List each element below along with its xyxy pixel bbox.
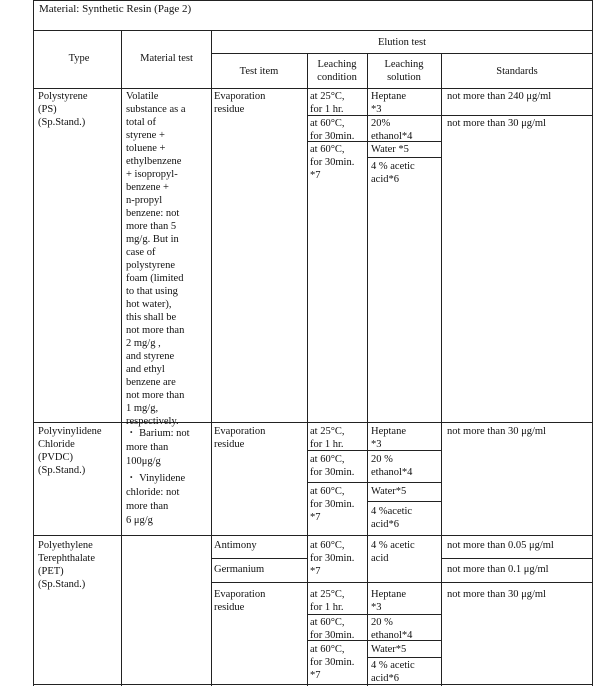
pet-type: Polyethylene Terephthalate (PET) (Sp.Stand.) xyxy=(38,540,95,590)
title-divider xyxy=(33,30,593,31)
ps-solution-4: 4 % acetic acid*6 xyxy=(371,161,415,185)
table-border-right xyxy=(592,0,593,686)
pet-standard-germanium: not more than 0.1 μg/ml xyxy=(447,564,549,575)
pet-standard-antimony: not more than 0.05 μg/ml xyxy=(447,540,554,551)
header-bottom-divider xyxy=(33,88,593,89)
pvdc-pet-divider xyxy=(33,535,593,536)
pet-solution-3: Water*5 xyxy=(371,644,407,655)
pet-germanium-divider xyxy=(211,582,593,583)
ps-condition-2: at 60°C, for 30min. xyxy=(310,118,355,142)
pet-solution-4: 4 % acetic acid*6 xyxy=(371,660,415,684)
pet-evap-divider-1 xyxy=(307,614,441,615)
ps-solution-3: Water *5 xyxy=(371,144,409,155)
pvdc-solution-2: 20 % ethanol*4 xyxy=(371,454,413,478)
ps-cond-divider-1 xyxy=(307,115,593,116)
pet-test-item-evaporation: Evaporation residue xyxy=(214,589,266,613)
header-material-test: Material test xyxy=(140,53,193,64)
ps-sol-divider-3 xyxy=(367,157,441,158)
pvdc-cond-divider-2 xyxy=(307,482,441,483)
pvdc-standard-1: not more than 30 μg/ml xyxy=(447,426,546,437)
col-divider-solution xyxy=(441,53,442,686)
table-border-bottom xyxy=(33,684,593,685)
header-type: Type xyxy=(68,53,90,64)
ps-condition-3: at 60°C, for 30min. *7 xyxy=(310,144,355,181)
col-divider-material xyxy=(211,30,212,686)
ps-solution-1: Heptane *3 xyxy=(371,91,406,115)
pvdc-condition-1: at 25°C, for 1 hr. xyxy=(310,426,345,450)
table-border-top xyxy=(33,0,593,1)
pet-test-item-germanium: Germanium xyxy=(214,564,265,575)
pet-sol-divider-3 xyxy=(367,657,441,658)
synthetic-resin-table xyxy=(33,0,593,686)
pet-solution-1: Heptane *3 xyxy=(371,589,406,613)
page-title: Material: Synthetic Resin (Page 2) xyxy=(39,3,192,15)
table-border-left xyxy=(33,0,34,686)
pet-standard-evaporation: not more than 30 μg/ml xyxy=(447,589,546,600)
pvdc-material-test-vinylidene: ・ Vinylidene chloride: not more than 6 μg/g xyxy=(126,473,186,526)
pet-condition-1: at 25°C, for 1 hr. xyxy=(310,589,345,613)
pvdc-solution-4: 4 %acetic acid*6 xyxy=(371,506,413,530)
pvdc-test-item: Evaporation residue xyxy=(214,426,266,450)
header-elution-test: Elution test xyxy=(377,37,427,48)
header-leaching-condition: Leaching condition xyxy=(317,59,357,83)
ps-pvdc-divider xyxy=(33,422,593,423)
header-test-item: Test item xyxy=(239,66,279,77)
ps-solution-2: 20% ethanol*4 xyxy=(371,118,413,142)
ps-test-item: Evaporation residue xyxy=(214,91,266,115)
pvdc-solution-1: Heptane *3 xyxy=(371,426,406,450)
pet-solution-2: 20 % ethanol*4 xyxy=(371,617,413,641)
ps-standard-2: not more than 30 μg/ml xyxy=(447,118,546,129)
col-divider-type xyxy=(121,30,122,686)
pvdc-condition-2: at 60°C, for 30min. xyxy=(310,454,355,478)
pvdc-type: Polyvinylidene Chloride (PVDC) (Sp.Stand.) xyxy=(38,426,102,476)
col-divider-condition xyxy=(367,53,368,686)
ps-material-test: Volatile substance as a total of styrene + toluene + ethylbenzene + isopropyl- benzene + n-propyl benzene: not more than 5 mg/g. But in case of polystyrene foam (limited to that using hot water), this shall be not more than 2 mg/g , and styrene and ethyl benzene are not more than 1 mg/g, respectively. xyxy=(126,91,186,427)
elution-header-divider xyxy=(211,53,593,54)
ps-standard-1: not more than 240 μg/ml xyxy=(447,91,552,102)
pet-antimony-divider xyxy=(211,558,307,559)
pvdc-solution-3: Water*5 xyxy=(371,486,407,497)
col-divider-test-item xyxy=(307,53,308,686)
header-leaching-solution: Leaching solution xyxy=(384,59,424,83)
pet-test-item-antimony: Antimony xyxy=(214,540,257,551)
ps-type: Polystyrene (PS) (Sp.Stand.) xyxy=(38,91,88,128)
pet-metal-condition: at 60°C, for 30min. *7 xyxy=(310,540,355,577)
pet-antimony-std-divider xyxy=(441,558,593,559)
pvdc-condition-3: at 60°C, for 30min. *7 xyxy=(310,486,355,523)
ps-condition-1: at 25°C, for 1 hr. xyxy=(310,91,345,115)
pvdc-material-test-barium: ・ Barium: not more than 100μg/g xyxy=(126,428,190,467)
pet-condition-2: at 60°C, for 30min. xyxy=(310,617,355,641)
pet-condition-3: at 60°C, for 30min. *7 xyxy=(310,644,355,681)
pvdc-sol-divider-3 xyxy=(367,501,441,502)
header-standards: Standards xyxy=(496,66,538,77)
pet-metal-solution: 4 % acetic acid xyxy=(371,540,415,564)
